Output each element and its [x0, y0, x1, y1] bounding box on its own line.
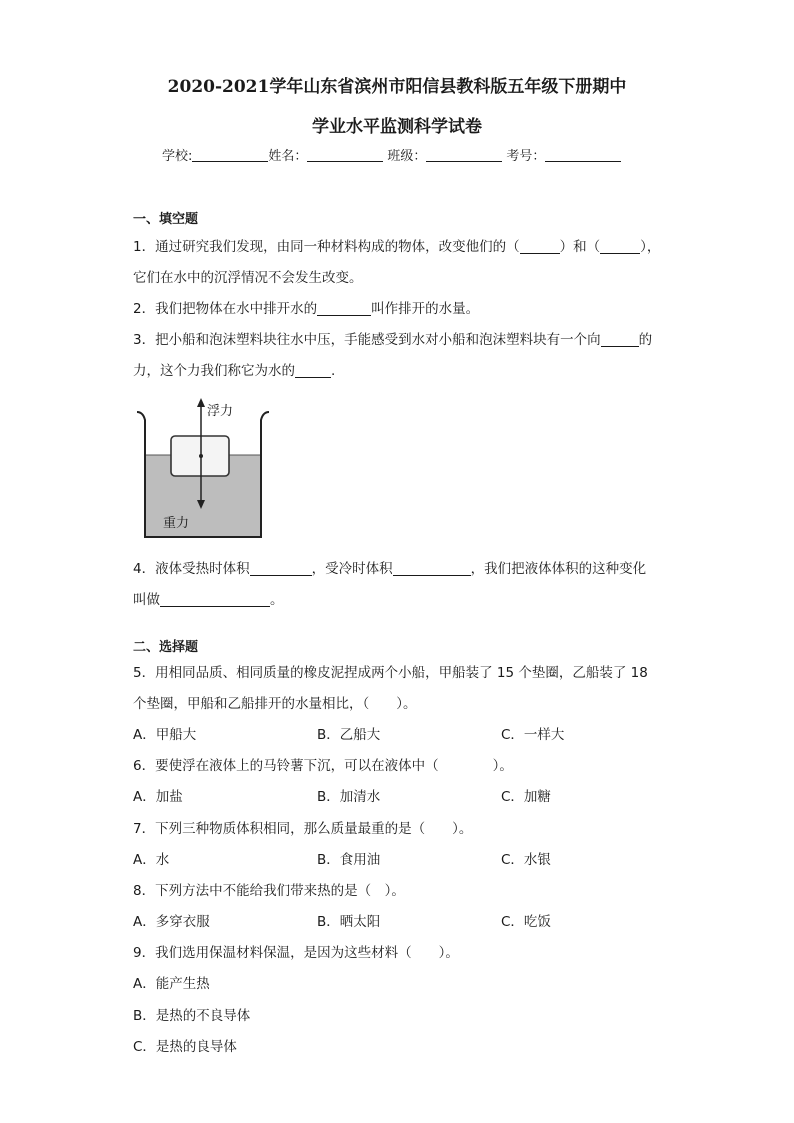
class-label: 班级： — [387, 149, 427, 164]
question-5-line-2: 个垫圈，甲船和乙船排开的水量相比，（ ）。 — [133, 696, 417, 712]
question-9: 9．我们选用保温材料保温，是因为这些材料（ ）。 — [133, 945, 459, 961]
q1-blank-1[interactable] — [520, 238, 560, 254]
school-blank[interactable] — [192, 147, 268, 162]
question-3-line-1: 3．把小船和泡沫塑料块往水中压，手能感受到水对小船和泡沫塑料块有一个向 的 — [133, 332, 653, 348]
question-7: 7．下列三种物质体积相同，那么质量最重的是（ ）。 — [133, 821, 473, 837]
buoyancy-figure — [133, 390, 273, 542]
question-4-line-2: 叫做 。 — [133, 592, 284, 608]
question-6: 6．要使浮在液体上的马铃薯下沉，可以在液体中（ ）。 — [133, 758, 513, 774]
q4-blank-3[interactable] — [160, 591, 270, 607]
school-label: 学校: — [162, 149, 193, 164]
question-3-line-2: 力，这个力我们称它为水的 . — [133, 363, 336, 379]
section-heading-choice: 二、选择题 — [133, 640, 199, 655]
gravity-label: 重力 — [163, 516, 190, 531]
q9-option-b[interactable]: B．是热的不良导体 — [133, 1008, 251, 1024]
question-1-line-1: 1．通过研究我们发现，由同一种材料构成的物体，改变他们的（ ）和（ ）， — [133, 239, 661, 255]
question-4-line-1: 4．液体受热时体积 ，受冷时体积 ，我们把液体体积的这种变化 — [133, 561, 647, 577]
q3-blank-2[interactable] — [295, 362, 331, 378]
q6-option-a[interactable]: A．加盐 — [133, 789, 183, 805]
q8-option-a[interactable]: A．多穿衣服 — [133, 914, 210, 930]
q5-option-b[interactable]: B．乙船大 — [317, 727, 381, 743]
section-heading-fill-in: 一、填空题 — [133, 212, 199, 227]
q4-blank-2[interactable] — [393, 560, 471, 576]
q7-option-b[interactable]: B．食用油 — [317, 852, 381, 868]
exam-no-label: 考号： — [506, 149, 546, 164]
q3-blank-1[interactable] — [601, 331, 639, 347]
class-blank[interactable] — [426, 147, 502, 162]
q5-option-c[interactable]: C．一样大 — [501, 727, 565, 743]
name-label: 姓名： — [268, 149, 308, 164]
question-1-line-2: 它们在水中的沉浮情况不会发生改变。 — [133, 270, 363, 286]
q2-blank[interactable] — [317, 300, 371, 316]
q6-option-c[interactable]: C．加糖 — [501, 789, 551, 805]
q6-option-b[interactable]: B．加清水 — [317, 789, 381, 805]
buoyancy-label: 浮力 — [207, 404, 234, 419]
question-2: 2．我们把物体在水中排开水的 叫作排开的水量。 — [133, 301, 480, 317]
q7-option-a[interactable]: A．水 — [133, 852, 170, 868]
q8-option-b[interactable]: B．晒太阳 — [317, 914, 381, 930]
name-blank[interactable] — [307, 147, 383, 162]
q4-blank-1[interactable] — [250, 560, 312, 576]
page-subtitle: 学业水平监测科学试卷 — [312, 117, 482, 137]
q7-option-c[interactable]: C．水银 — [501, 852, 551, 868]
question-5-line-1: 5．用相同品质、相同质量的橡皮泥捏成两个小船，甲船装了 15 个垫圈，乙船装了 18 — [133, 665, 648, 681]
q1-blank-2[interactable] — [600, 238, 640, 254]
q9-option-a[interactable]: A．能产生热 — [133, 976, 210, 992]
q9-option-c[interactable]: C．是热的良导体 — [133, 1039, 237, 1055]
student-info-line — [162, 145, 621, 164]
exam-no-blank[interactable] — [545, 147, 621, 162]
q8-option-c[interactable]: C．吃饭 — [501, 914, 551, 930]
q5-option-a[interactable]: A．甲船大 — [133, 727, 197, 743]
question-8: 8．下列方法中不能给我们带来热的是（ ）。 — [133, 883, 405, 899]
beaker-diagram — [133, 390, 273, 542]
page-title: 2020-2021学年山东省滨州市阳信县教科版五年级下册期中 — [167, 77, 627, 97]
